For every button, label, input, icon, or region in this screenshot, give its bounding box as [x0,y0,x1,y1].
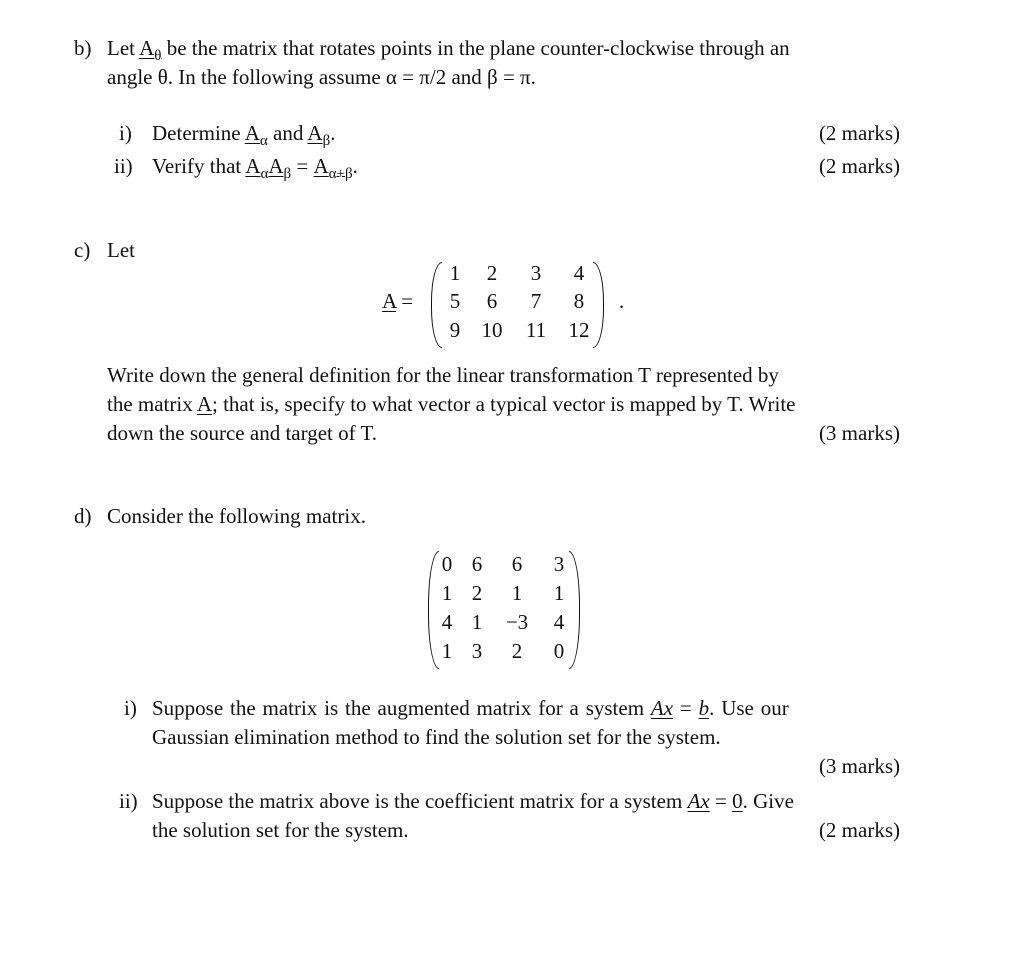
matrix-d-cell: 0 [553,639,565,663]
beta-subscript: β [283,166,292,182]
question-text: . Give [742,789,794,813]
matrix-d-cell: −3 [505,610,529,634]
matrix-a-beta [307,121,331,149]
alpha-plus-beta-subscript: α+β [328,166,353,182]
matrix-a-alpha [244,121,268,149]
part-b-i-prefix: Determine [152,121,245,145]
question-text: . Use our [709,696,789,720]
matrix-a-period: . [619,289,625,313]
part-d-ii-marks: (2 marks) [818,818,900,842]
part-d-i-line2: Gaussian elimination method to find the solution set for the system. [152,725,721,749]
matrix-a-cell: 6 [486,289,498,313]
period: . [330,121,336,145]
matrix-d-cell: 1 [441,581,453,605]
equals-sign: = [673,696,699,720]
matrix-d-cell: 3 [553,552,565,576]
part-b-ii-text [152,152,358,181]
beta-subscript: β [322,133,331,149]
equals-sign: = [709,789,733,813]
matrix-a-alpha-plus-beta [313,154,353,182]
part-c-para-line1: Write down the general definition for the linear transformation T represented by [107,363,779,387]
matrix-d-cell: 2 [511,639,523,663]
matrix-a-cell: 11 [525,318,547,342]
ax-expression: Ax [687,789,710,813]
matrix-a-name: A [382,289,397,313]
matrix-a-cell: 12 [568,318,590,342]
part-b-i-label: i) [119,121,132,145]
matrix-d-cell: 4 [553,610,565,634]
part-b-ii-label: ii) [114,154,133,178]
part-d-label: d) [74,504,92,528]
part-b-ii-prefix: Verify that [152,154,246,178]
part-b-line1 [107,34,790,63]
part-d-ii-line2: the solution set for the system. [152,818,409,842]
part-b-let: Let [107,36,140,60]
equals-sign: = [291,154,314,178]
part-d-ii-label: ii) [119,789,138,813]
matrix-a-cell: 1 [449,261,461,285]
matrix-a-cell: 7 [530,289,542,313]
matrix-symbol: A [244,121,260,145]
matrix-a-alpha [245,154,269,182]
matrix-d-cell: 0 [441,552,453,576]
matrix-d-cell: 4 [441,610,453,634]
matrix-symbol: A [268,154,284,178]
part-b-label: b) [74,36,92,60]
matrix-a-theta [139,36,162,64]
equals-sign: = [396,289,414,313]
matrix-d-cell: 6 [471,552,483,576]
matrix-d-cell: 1 [441,639,453,663]
part-b-i-marks: (2 marks) [818,121,900,145]
matrix-a-cell: 5 [449,289,461,313]
para-text: the matrix [107,392,197,416]
question-text: Suppose the matrix above is the coefficient matrix for a system [152,789,688,813]
part-d-i-marks: (3 marks) [818,754,900,778]
period: . [352,154,358,178]
part-c-para-line3: down the source and target of T. [107,421,378,445]
ax-expression: Ax [650,696,674,720]
matrix-symbol: A [313,154,329,178]
matrix-a-symbol: A [139,36,155,60]
matrix-a-3x4 [431,262,604,348]
alpha-subscript: α [259,133,268,149]
part-b-i-text [152,119,335,148]
theta-subscript: θ [154,48,162,64]
matrix-a-equation-lhs [382,287,413,316]
alpha-subscript: α [260,166,269,182]
question-text: Suppose the matrix is the augmented matrix for a system [152,696,651,720]
matrix-a-cell: 3 [530,261,542,285]
part-b-line2: angle θ. In the following assume α = π/2 and β = π. [107,65,536,89]
matrix-d-cell: 1 [553,581,565,605]
matrix-d-cell: 1 [471,610,483,634]
part-b-line1-text: be the matrix that rotates points in the plane counter-clockwise through an [161,36,790,60]
part-d-i-line1 [152,694,789,723]
part-b-i-and: and [267,121,308,145]
matrix-d-cell: 1 [511,581,523,605]
matrix-symbol: A [307,121,323,145]
matrix-a-beta [268,154,292,182]
matrix-symbol: A [245,154,261,178]
part-c-label: c) [74,238,91,262]
b-vector: b [698,696,710,720]
part-b-ii-marks: (2 marks) [818,154,900,178]
part-c-para-line2 [107,390,796,419]
part-d-i-label: i) [124,696,137,720]
matrix-a-cell: 10 [481,318,503,342]
matrix-d-cell: 3 [471,639,483,663]
part-d-ii-line1 [152,787,794,816]
matrix-a-ref: A [196,392,212,416]
matrix-d-cell: 2 [471,581,483,605]
part-c-marks: (3 marks) [818,421,900,445]
part-d-intro: Consider the following matrix. [107,504,366,528]
zero-vector: 0 [732,789,743,813]
matrix-a-cell: 2 [486,261,498,285]
matrix-d-4x4 [428,551,580,669]
part-c-intro: Let [107,238,135,262]
matrix-d-cell: 6 [511,552,523,576]
para-text: ; that is, specify to what vector a typical vector is mapped by T. Write [212,392,796,416]
matrix-a-cell: 4 [573,261,585,285]
matrix-a-cell: 8 [573,289,585,313]
matrix-a-cell: 9 [449,318,461,342]
